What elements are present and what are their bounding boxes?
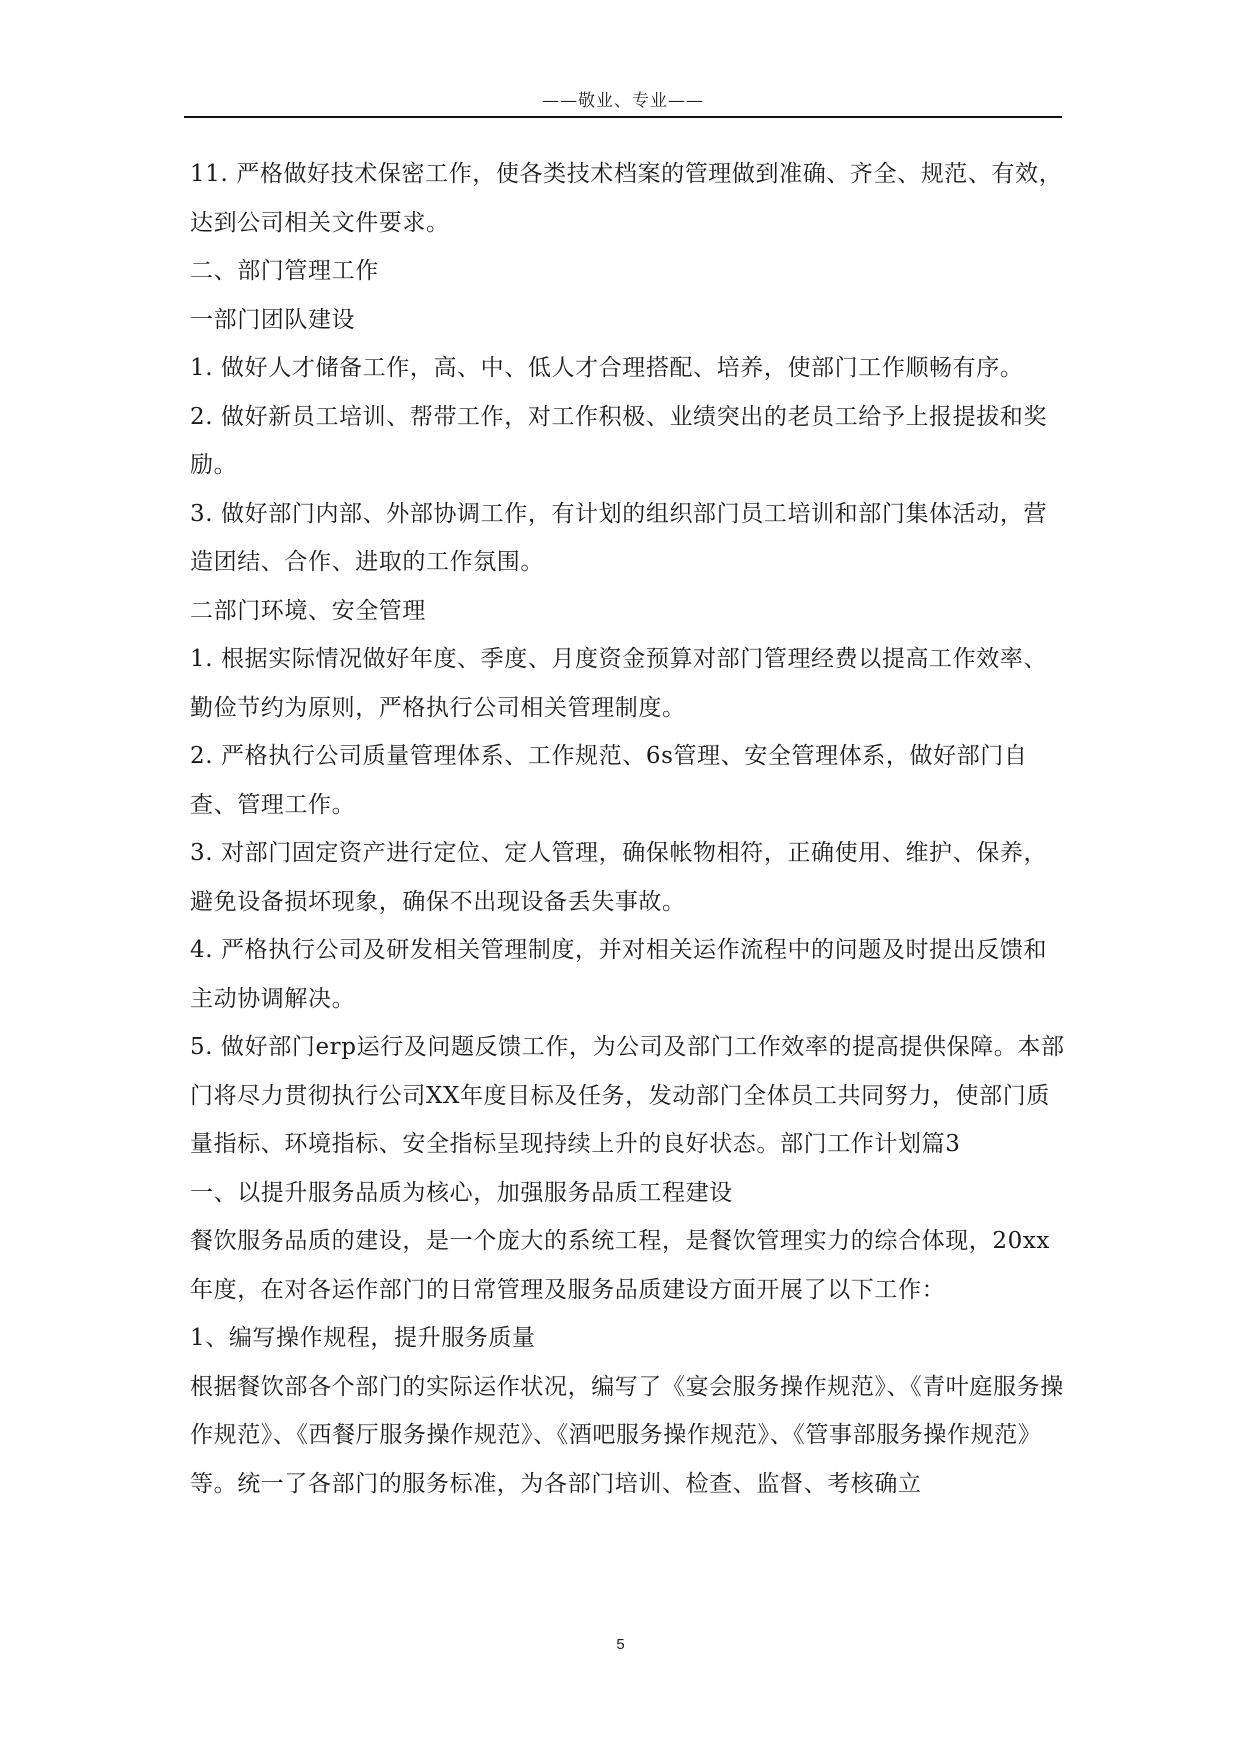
page-header: ——敬业、专业——: [542, 91, 704, 111]
paragraph-coordination: 3. 做好部门内部、外部协调工作，有计划的组织部门员工培训和部门集体活动，营造团结、合作、进取的工作氛围。: [190, 500, 1048, 575]
header-divider: [184, 116, 1062, 118]
paragraph-fixed-assets: 3. 对部门固定资产进行定位、定人管理，确保帐物相符，正确使用、维护、保养，避免设备损坏现象，确保不出现设备丢失事故。: [190, 840, 1048, 915]
document-body: [190, 150, 1065, 1508]
subheading-team-building: 一部门团队建设: [190, 306, 356, 333]
paragraph-tech-confidentiality: 11. 严格做好技术保密工作，使各类技术档案的管理做到准确、齐全、规范、有效，达到公司相关文件要求。: [190, 161, 1063, 236]
heading-service-quality: 一、以提升服务品质为核心，加强服务品质工程建设: [190, 1179, 733, 1206]
heading-department-management: 二、部门管理工作: [190, 258, 379, 284]
paragraph-talent-reserve: 1. 做好人才储备工作，高、中、低人才合理搭配、培养，使部门工作顺畅有序。: [190, 355, 1024, 381]
subheading-environment-safety: 二部门环境、安全管理: [190, 597, 426, 624]
paragraph-budget: 1. 根据实际情况做好年度、季度、月度资金预算对部门管理经费以提高工作效率、勤俭节约为原则，严格执行公司相关管理制度。: [190, 646, 1048, 721]
paragraph-operating-specs: 根据餐饮部各个部门的实际运作状况，编写了《宴会服务操作规范》、《青叶庭服务操作规范》、《西餐厅服务操作规范》、《酒吧服务操作规范》、《管事部服务操作规范》等。统一了各部门的服务标准，为各部门培训、检查、监督、考核确立: [190, 1373, 1064, 1497]
subheading-operating-procedures: 1、编写操作规程，提升服务质量: [190, 1325, 536, 1351]
paragraph-service-quality-intro: 餐饮服务品质的建设，是一个庞大的系统工程，是餐饮管理实力的综合体现，20xx年度，在对各运作部门的日常管理及服务品质建设方面开展了以下工作：: [190, 1228, 1051, 1303]
paragraph-quality-system: 2. 严格执行公司质量管理体系、工作规范、6s管理、安全管理体系，做好部门自查、管理工作。: [190, 743, 1028, 818]
paragraph-rd-rules: 4. 严格执行公司及研发相关管理制度，并对相关运作流程中的问题及时提出反馈和主动协调解决。: [190, 937, 1048, 1012]
paragraph-erp: 5. 做好部门erp运行及问题反馈工作，为公司及部门工作效率的提高提供保障。本部门将尽力贯彻执行公司XX年度目标及任务，发动部门全体员工共同努力，使部门质量指标、环境指标、安全指标呈现持续上升的良好状态。部门工作计划篇3: [190, 1034, 1065, 1157]
page-number: 5: [616, 1636, 625, 1653]
paragraph-new-staff-training: 2. 做好新员工培训、帮带工作，对工作积极、业绩突出的老员工给予上报提拔和奖励。: [190, 403, 1048, 478]
